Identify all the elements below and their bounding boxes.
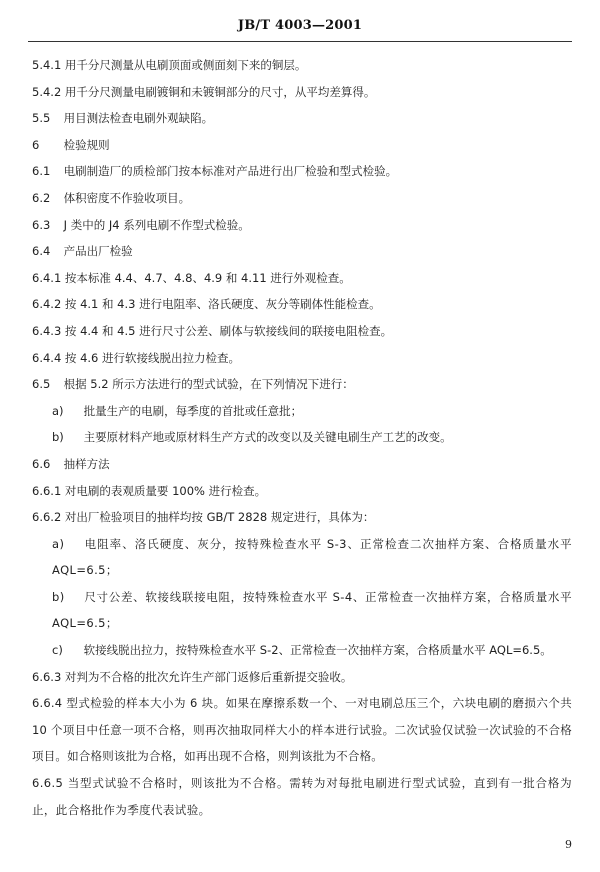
section-6-heading	[32, 132, 572, 159]
clause-number: 6.6.3	[32, 669, 62, 684]
clause-number: 6.2	[32, 190, 51, 205]
clause-text: 产品出厂检验	[63, 244, 133, 259]
item-text: 主要原材料产地或原材料生产方式的改变以及关键电刷生产工艺的改变。	[83, 430, 452, 445]
clause-5-4-1	[32, 52, 572, 79]
item-label: a)	[52, 403, 64, 418]
item-text: 电阻率、洛氏硬度、灰分，按特殊检查水平 S-3、正常检查二次抽样方案、合格质量水平 AQL=6.5；	[52, 536, 572, 578]
clause-number: 6.6.1	[32, 483, 62, 498]
list-item-6-5-a	[32, 398, 572, 425]
clause-text: 用目测法检查电刷外观缺陷。	[63, 111, 214, 126]
clause-6-5	[32, 371, 572, 398]
clause-5-5	[32, 105, 572, 132]
clause-text: 按 4.6 进行软接线脱出拉力检查。	[64, 350, 241, 365]
clause-6-6-3	[32, 664, 572, 691]
clause-6-6-4	[32, 690, 572, 770]
clause-text: 型式检验的样本大小为 6 块。如果在摩擦系数一个、一对电刷总压三个，六块电刷的磨损六个共 10 个项目中任意一项不合格，则再次抽取同样大小的样本进行试验。二次试验仅试验一次试验的不合格项目。如合格则该批为合格，如再出现不合格，则判该批为不合格。	[32, 696, 572, 764]
clause-text: 用千分尺测量从电刷顶面或侧面刻下来的铜层。	[64, 58, 307, 72]
section-number: 6	[32, 137, 40, 152]
item-text: 批量生产的电刷，每季度的首批或任意批；	[83, 403, 303, 418]
clause-text: 体积密度不作验收项目。	[63, 190, 191, 205]
clause-6-6-1	[32, 478, 572, 505]
clause-number: 6.1	[32, 164, 51, 179]
list-item-6-6-2-b	[32, 584, 572, 637]
list-item-6-6-2-c	[32, 637, 572, 664]
list-item-6-6-2-a	[32, 531, 572, 584]
clause-text: 电刷制造厂的质检部门按本标准对产品进行出厂检验和型式检验。	[63, 164, 398, 179]
clause-6-4-2	[32, 291, 572, 318]
document-body	[32, 52, 572, 823]
clause-6-6-2	[32, 504, 572, 531]
clause-6-6-5	[32, 770, 572, 823]
item-text: 尺寸公差、软接线联接电阻，按特殊检查水平 S-4、正常检查一次抽样方案，合格质量水平 AQL=6.5；	[52, 589, 573, 631]
item-label: b)	[52, 430, 64, 445]
item-text: 软接线脱出拉力，按特殊检查水平 S-2、正常检查一次抽样方案，合格质量水平 AQL=6.5。	[83, 643, 552, 658]
clause-6-3	[32, 212, 572, 239]
clause-number: 6.4.2	[32, 297, 62, 312]
clause-6-4	[32, 238, 572, 265]
clause-text: 当型式试验不合格时，则该批为不合格。需转为对每批电刷进行型式试验，直到有一批合格为止，此合格批作为季度代表试验。	[32, 776, 572, 817]
clause-6-1	[32, 158, 572, 185]
clause-number: 6.6.5	[32, 776, 64, 791]
clause-number: 6.6.2	[32, 510, 62, 525]
list-item-6-5-b	[32, 424, 572, 451]
item-label: b)	[52, 589, 65, 604]
clause-number: 5.5	[32, 111, 51, 126]
clause-6-6	[32, 451, 572, 478]
clause-text: 对出厂检验项目的抽样均按 GB/T 2828 规定进行，具体为：	[64, 510, 375, 525]
clause-number: 5.4.2	[32, 84, 62, 99]
clause-number: 6.3	[32, 217, 51, 232]
clause-text: 根据 5.2 所示方法进行的型式试验，在下列情况下进行：	[63, 377, 354, 392]
clause-6-4-1	[32, 265, 572, 292]
clause-6-4-4	[32, 345, 572, 372]
clause-6-4-3	[32, 318, 572, 345]
clause-text: 对判为不合格的批次允许生产部门返修后重新提交验收。	[64, 669, 353, 684]
clause-text: 按 4.4 和 4.5 进行尺寸公差、刷体与软接线间的联接电阻检查。	[64, 323, 393, 338]
item-label: c)	[52, 643, 63, 658]
clause-text: 对电刷的表观质量要 100% 进行检查。	[64, 483, 267, 498]
item-label: a)	[52, 536, 65, 551]
clause-number: 6.4.1	[32, 270, 62, 285]
clause-number: 6.4	[32, 244, 51, 259]
section-title: 检验规则	[63, 137, 110, 152]
clause-text: 用千分尺测量电刷镀铜和未镀铜部分的尺寸，从平均差算得。	[64, 84, 376, 99]
clause-number: 5.4.1	[32, 58, 62, 72]
clause-number: 6.5	[32, 377, 51, 392]
clause-text: 按 4.1 和 4.3 进行电阻率、洛氏硬度、灰分等刷体性能检查。	[64, 297, 381, 312]
clause-text: 按本标准 4.4、4.7、4.8、4.9 和 4.11 进行外观检查。	[64, 270, 351, 285]
clause-text: J 类中的 J4 系列电刷不作型式检验。	[63, 217, 250, 232]
clause-5-4-2	[32, 79, 572, 106]
clause-6-2	[32, 185, 572, 212]
clause-number: 6.6	[32, 456, 51, 471]
header-divider	[28, 41, 572, 42]
standard-code-header: JB/T 4003—2001	[237, 18, 363, 33]
clause-number: 6.4.4	[32, 350, 62, 365]
clause-number: 6.6.4	[32, 696, 63, 711]
clause-text: 抽样方法	[63, 456, 110, 471]
clause-number: 6.4.3	[32, 323, 62, 338]
page-number: 9	[565, 838, 572, 851]
